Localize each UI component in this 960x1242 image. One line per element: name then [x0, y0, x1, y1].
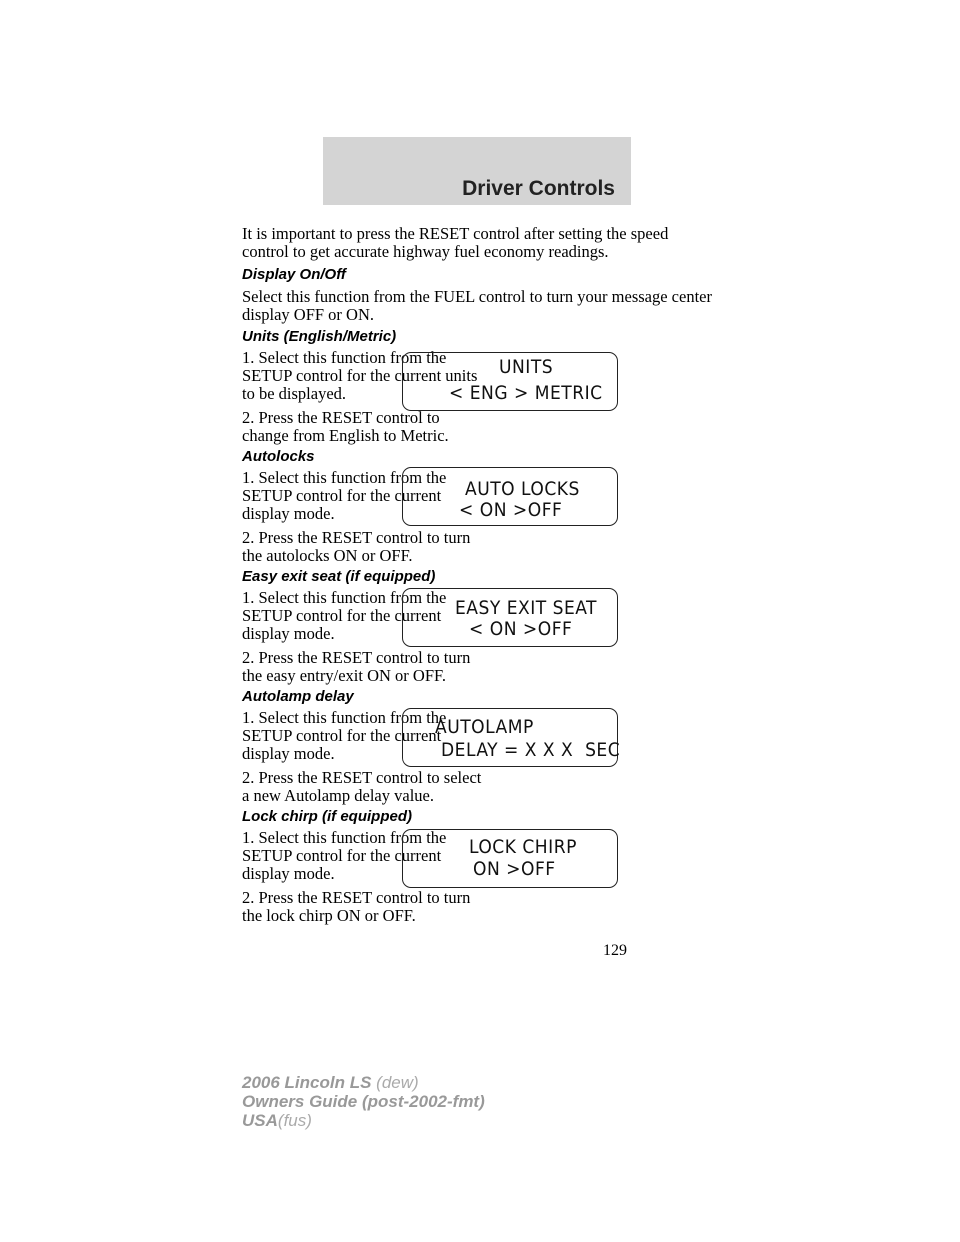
autolocks-lcd-display: [402, 467, 618, 526]
footer-line: [242, 1073, 485, 1092]
page-number: 129: [603, 942, 627, 959]
lcd-line: < ON >OFF: [459, 499, 563, 521]
lcd-line: < ON >OFF: [469, 618, 573, 640]
footer-region: USA: [242, 1111, 278, 1130]
lcd-line: DELAY = X X X SEC: [441, 739, 621, 761]
lcd-line: ON >OFF: [473, 858, 556, 880]
units-step-line: to be displayed.: [242, 384, 347, 403]
easyexit-heading: Easy exit seat (if equipped): [242, 568, 436, 585]
lcd-line: AUTOLAMP: [435, 716, 534, 738]
autolocks-step-line: SETUP control for the current: [242, 486, 442, 505]
easyexit-step-line: display mode.: [242, 624, 335, 643]
autolamp-step-line: 2. Press the RESET control to select: [242, 768, 482, 787]
autolocks-step-line: display mode.: [242, 504, 335, 523]
document-footer: [242, 1073, 485, 1130]
easyexit-step-line: 1. Select this function from the: [242, 588, 447, 607]
footer-code: (dew): [376, 1073, 419, 1092]
lcd-line: UNITS: [499, 356, 554, 378]
easyexit-step-line: SETUP control for the current: [242, 606, 442, 625]
display-line: Select this function from the FUEL control to turn your message center: [242, 287, 712, 306]
lockchirp-step-line: the lock chirp ON or OFF.: [242, 906, 416, 925]
lockchirp-step-line: display mode.: [242, 864, 335, 883]
footer-line: [242, 1111, 485, 1130]
lcd-line: AUTO LOCKS: [465, 478, 580, 500]
lcd-line: < ENG > METRIC: [449, 382, 603, 404]
autolamp-step-line: SETUP control for the current: [242, 726, 442, 745]
autolocks-step-line: 1. Select this function from the: [242, 468, 447, 487]
autolocks-heading: Autolocks: [242, 448, 315, 465]
lcd-line: EASY EXIT SEAT: [455, 597, 597, 619]
lockchirp-lcd-display: [402, 829, 618, 888]
lockchirp-heading: Lock chirp (if equipped): [242, 808, 413, 825]
lcd-line: LOCK CHIRP: [469, 836, 577, 858]
units-step-line: 2. Press the RESET control to: [242, 408, 440, 427]
units-step-line: 1. Select this function from the: [242, 348, 447, 367]
footer-model: 2006 Lincoln LS: [242, 1073, 372, 1092]
autolocks-step-line: 2. Press the RESET control to turn: [242, 528, 471, 547]
intro-line: control to get accurate highway fuel economy readings.: [242, 242, 609, 261]
lockchirp-step-line: 1. Select this function from the: [242, 828, 447, 847]
intro-line: It is important to press the RESET control after setting the speed: [242, 224, 669, 243]
easyexit-lcd-display: [402, 588, 618, 647]
autolamp-lcd-display: [402, 708, 621, 767]
autolocks-step-line: the autolocks ON or OFF.: [242, 546, 413, 565]
footer-guide: Owners Guide (post-2002-fmt): [242, 1092, 485, 1111]
display-heading: Display On/Off: [242, 266, 346, 283]
display-line: display OFF or ON.: [242, 305, 375, 324]
autolamp-step-line: display mode.: [242, 744, 335, 763]
section-title: Driver Controls: [462, 177, 615, 200]
autolamp-heading: Autolamp delay: [242, 688, 354, 705]
footer-region-code: (fus): [277, 1111, 312, 1130]
autolamp-step-line: 1. Select this function from the: [242, 708, 447, 727]
units-step-line: change from English to Metric.: [242, 426, 449, 445]
section-header-band: [323, 137, 631, 205]
lockchirp-step-line: 2. Press the RESET control to turn: [242, 888, 471, 907]
easyexit-step-line: the easy entry/exit ON or OFF.: [242, 666, 446, 685]
autolamp-step-line: a new Autolamp delay value.: [242, 786, 434, 805]
lockchirp-step-line: SETUP control for the current: [242, 846, 442, 865]
units-step-line: SETUP control for the current units: [242, 366, 478, 385]
units-heading: Units (English/Metric): [242, 328, 397, 345]
easyexit-step-line: 2. Press the RESET control to turn: [242, 648, 471, 667]
units-lcd-display: [402, 352, 618, 411]
footer-line: [242, 1092, 485, 1111]
